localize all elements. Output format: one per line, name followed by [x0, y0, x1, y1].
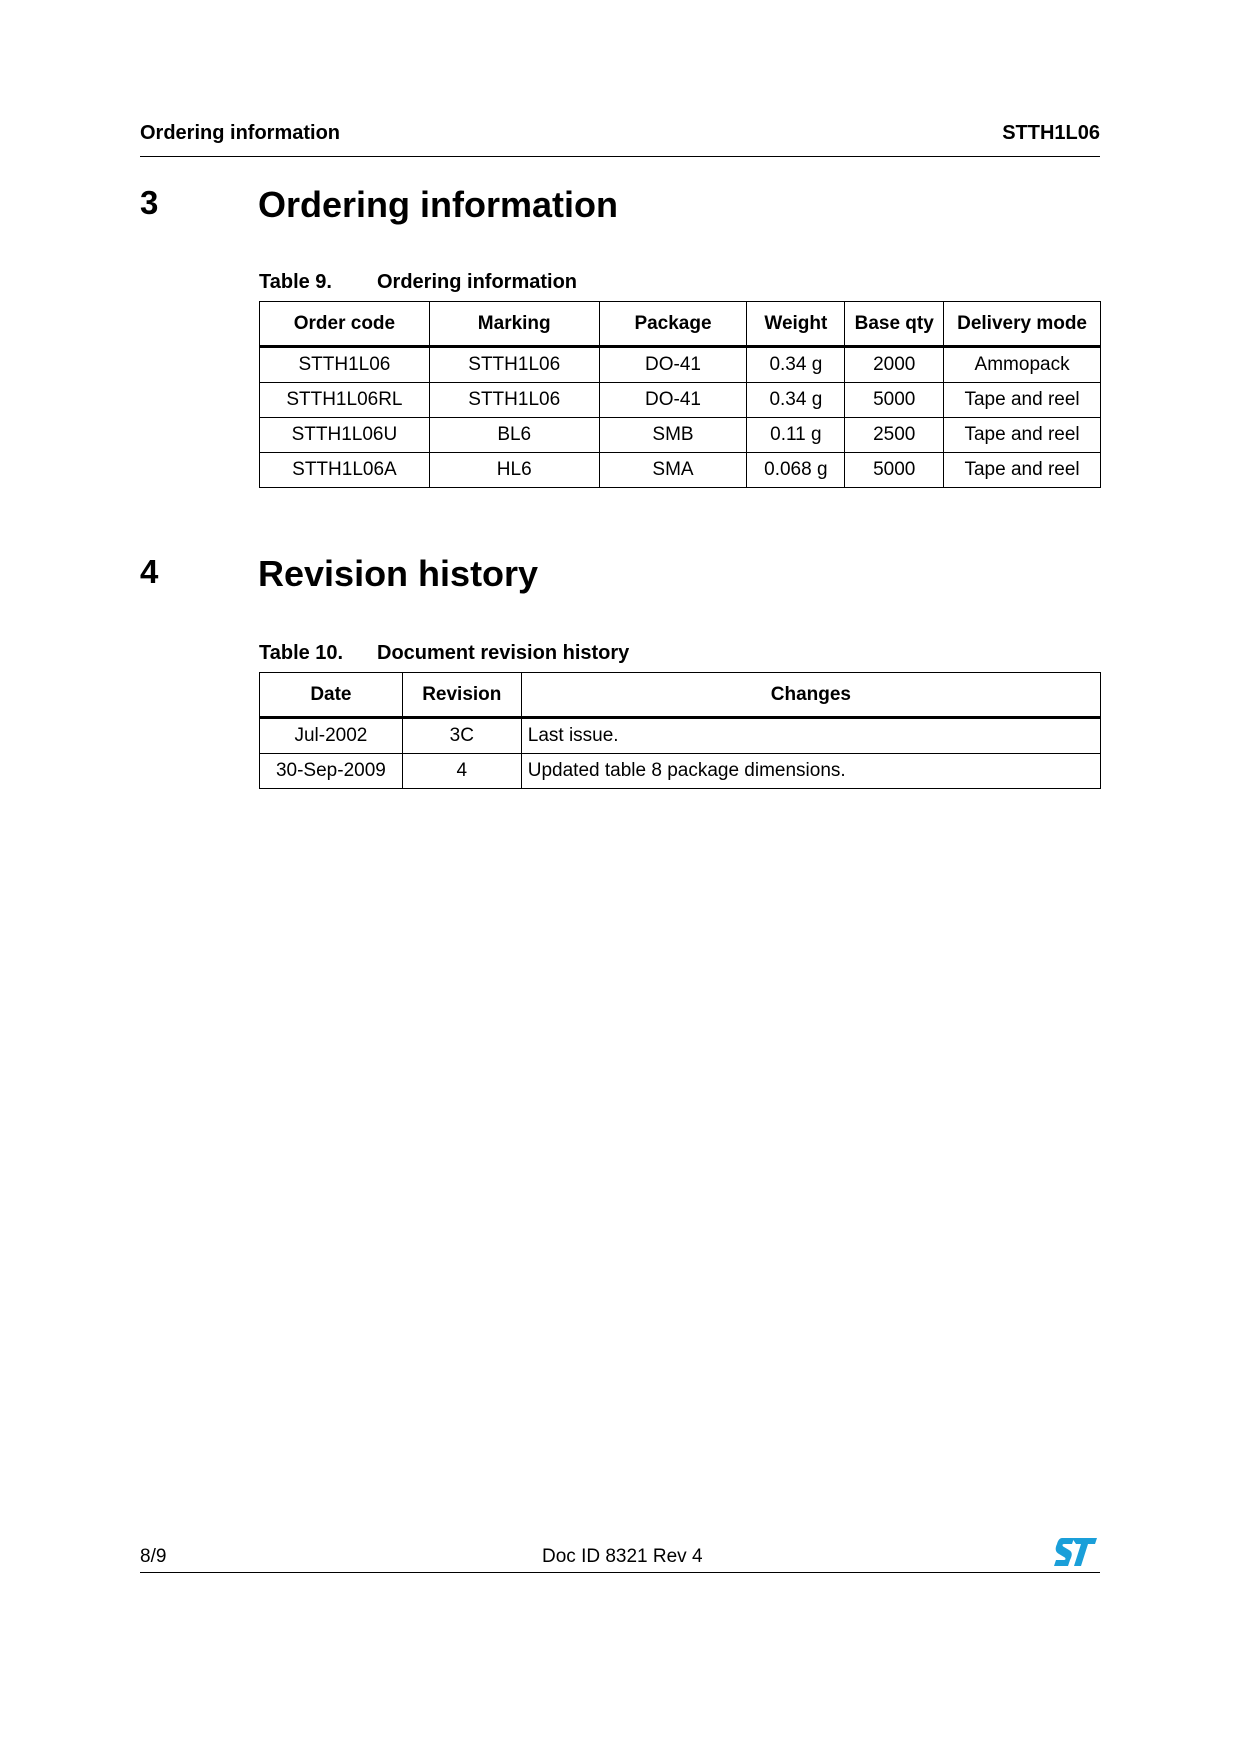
table-cell: 5000 [845, 453, 944, 488]
column-header: Package [599, 302, 747, 347]
table-caption [259, 642, 629, 665]
table-cell: SMB [599, 418, 747, 453]
table-cell: 0.068 g [747, 453, 845, 488]
table-caption-number: Table 9. [259, 271, 332, 293]
page-header [140, 118, 1100, 157]
table-cell: HL6 [429, 453, 599, 488]
table-caption-number: Table 10. [259, 642, 344, 664]
doc-id: Doc ID 8321 Rev 4 [542, 1546, 703, 1567]
table-cell: 2500 [845, 418, 944, 453]
table-row [260, 383, 1101, 418]
table-cell: Tape and reel [944, 418, 1101, 453]
column-header: Delivery mode [944, 302, 1101, 347]
table-cell: DO-41 [599, 347, 747, 383]
table-cell: 4 [402, 754, 521, 789]
st-logo-icon [1052, 1536, 1100, 1568]
table-cell: BL6 [429, 418, 599, 453]
column-header: Date [260, 673, 403, 718]
table-cell: SMA [599, 453, 747, 488]
column-header: Weight [747, 302, 845, 347]
table-cell: STTH1L06 [429, 347, 599, 383]
column-header: Changes [521, 673, 1100, 718]
table-cell: STTH1L06U [260, 418, 430, 453]
table-cell: Updated table 8 package dimensions. [521, 754, 1100, 789]
column-header: Marking [429, 302, 599, 347]
table-cell: 0.11 g [747, 418, 845, 453]
table-caption-title: Ordering information [377, 271, 577, 293]
column-header: Revision [402, 673, 521, 718]
revision-history-table [259, 672, 1101, 789]
table-cell: STTH1L06 [429, 383, 599, 418]
ordering-information-table [259, 301, 1101, 488]
table-row [260, 347, 1101, 383]
table-cell: Tape and reel [944, 383, 1101, 418]
table-cell: DO-41 [599, 383, 747, 418]
table-cell: 0.34 g [747, 347, 845, 383]
table-cell: 2000 [845, 347, 944, 383]
table-cell: 3C [402, 718, 521, 754]
table-cell: Jul-2002 [260, 718, 403, 754]
section-title: Ordering information [258, 184, 618, 225]
table-cell: Ammopack [944, 347, 1101, 383]
section-number: 4 [140, 553, 159, 590]
table-cell: Last issue. [521, 718, 1100, 754]
table-cell: Tape and reel [944, 453, 1101, 488]
table-caption-title: Document revision history [377, 642, 630, 664]
header-section-title: Ordering information [140, 122, 340, 144]
column-header: Order code [260, 302, 430, 347]
table-header-row [260, 302, 1101, 347]
page-number: 8/9 [140, 1546, 167, 1567]
header-part-number: STTH1L06 [1002, 122, 1100, 144]
table-cell: STTH1L06RL [260, 383, 430, 418]
section-title: Revision history [258, 553, 539, 594]
table-header-row [260, 673, 1101, 718]
table-caption [259, 271, 577, 294]
column-header: Base qty [845, 302, 944, 347]
table-row [260, 418, 1101, 453]
table-cell: 5000 [845, 383, 944, 418]
st-logo-s [1072, 1538, 1097, 1566]
table-cell: 0.34 g [747, 383, 845, 418]
table-row [260, 453, 1101, 488]
st-logo-t [1054, 1538, 1074, 1566]
table-cell: STTH1L06 [260, 347, 430, 383]
table-row [260, 718, 1101, 754]
page-footer [140, 1540, 1100, 1573]
table-cell: 30-Sep-2009 [260, 754, 403, 789]
section-number: 3 [140, 184, 159, 221]
table-cell: STTH1L06A [260, 453, 430, 488]
table-row [260, 754, 1101, 789]
